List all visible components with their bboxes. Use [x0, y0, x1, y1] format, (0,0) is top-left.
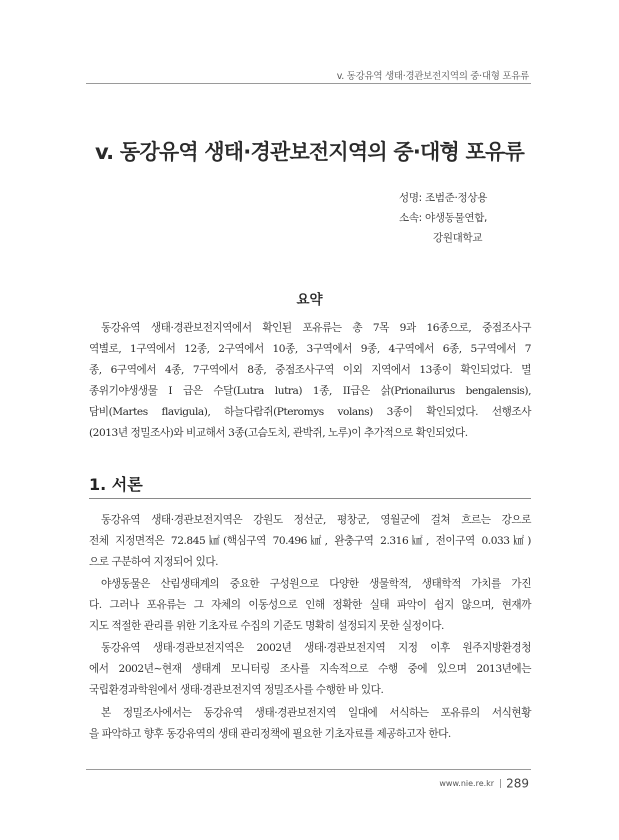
header-rule — [86, 83, 531, 84]
body-paragraph-3 — [89, 638, 531, 701]
abstract-line: (2013년 정밀조사)와 비교해서 3종(고슴도치, 관박쥐, 노루)이 추가적으로 확인되었다. — [89, 427, 468, 439]
abstract-title: 요약 — [296, 292, 323, 308]
section-rule — [89, 498, 531, 499]
body-line: 야생동물은 산림생태계의 중요한 구성원으로 다양한 생물학적, 생태학적 가치를 가진 — [101, 578, 531, 590]
abstract-line: 담비(Martes flavigula), 하늘다람쥐(Pteromys volans) 3종이 확인되었다. 선행조사 — [89, 406, 531, 418]
affiliation-1: 야생동물연합, — [424, 212, 488, 224]
body-line: 지도 적절한 관리를 위한 기초자료 수집의 기준도 명확히 설정되지 못한 실정이다. — [89, 620, 444, 632]
author-names: 조범준·정상용 — [424, 192, 488, 204]
body-line: 국립환경과학원에서 생태·경관보전지역 정밀조사를 수행한 바 있다. — [89, 684, 384, 696]
body-line: 전체 지정면적은 72.845㎢(핵심구역 70.496㎢, 완충구역 2.316㎢, 전이구역 0.033㎢) — [89, 535, 531, 547]
abstract-line: 종, 6구역에서 4종, 7구역에서 8종, 중점조사구역 이외 지역에서 13종이 확인되었다. 멸 — [89, 364, 531, 376]
footer-separator — [500, 779, 501, 788]
footer-url: www.nie.re.kr — [439, 779, 495, 788]
body-line: 동강유역 생태·경관보전지역은 강원도 정선군, 평창군, 영월군에 걸쳐 흐르는 강으로 — [101, 514, 531, 526]
body-line: 으로 구분하여 지정되어 있다. — [89, 556, 219, 568]
abstract-line: 동강유역 생태·경관보전지역에서 확인된 포유류는 총 7목 9과 16종으로, 중점조사구 — [101, 322, 531, 334]
running-header: v. 동강유역 생태·경관보전지역의 중·대형 포유류 — [336, 71, 529, 82]
footer-rule — [86, 769, 531, 770]
affiliation-label: 소속: — [399, 212, 422, 224]
affiliation-2: 강원대학교 — [433, 232, 483, 244]
body-paragraph-2 — [89, 574, 531, 637]
section-title: 1. 서론 — [89, 475, 143, 494]
body-line: 동강유역 생태·경관보전지역은 2002년 생태·경관보전지역 지정 이후 원주지방환경청 — [101, 642, 531, 654]
abstract-line: 종위기야생생물 I 급은 수달(Lutra lutra) 1종, II급은 삵(Prionailurus bengalensis), — [89, 385, 531, 397]
author-block — [399, 188, 487, 248]
abstract-line: 역별로, 1구역에서 12종, 2구역에서 10종, 3구역에서 9종, 4구역에서 6종, 5구역에서 7 — [89, 343, 531, 355]
affiliation-row-2 — [399, 228, 487, 248]
abstract-paragraph — [89, 318, 531, 444]
author-names-row — [399, 188, 487, 208]
body-line: 본 정밀조사에서는 동강유역 생태·경관보전지역 일대에 서식하는 포유류의 서식현황 — [101, 707, 531, 719]
footer — [439, 773, 529, 792]
affiliation-row — [399, 208, 487, 228]
page-number: 289 — [506, 776, 529, 791]
name-label: 성명: — [399, 192, 422, 204]
body-paragraph-4 — [89, 703, 531, 745]
body-paragraph-1 — [89, 510, 531, 573]
body-line: 을 파악하고 향후 동강유역의 생태 관리정책에 필요한 기초자료를 제공하고자 한다. — [89, 728, 451, 740]
chapter-title: v. 동강유역 생태·경관보전지역의 중·대형 포유류 — [95, 140, 524, 164]
body-line: 에서 2002년∼현재 생태계 모니터링 조사를 지속적으로 수행 중에 있으며 2013년에는 — [89, 663, 531, 675]
body-line: 다. 그러나 포유류는 그 자체의 이동성으로 인해 정확한 실태 파악이 쉽지 않으며, 현재까 — [89, 599, 531, 611]
